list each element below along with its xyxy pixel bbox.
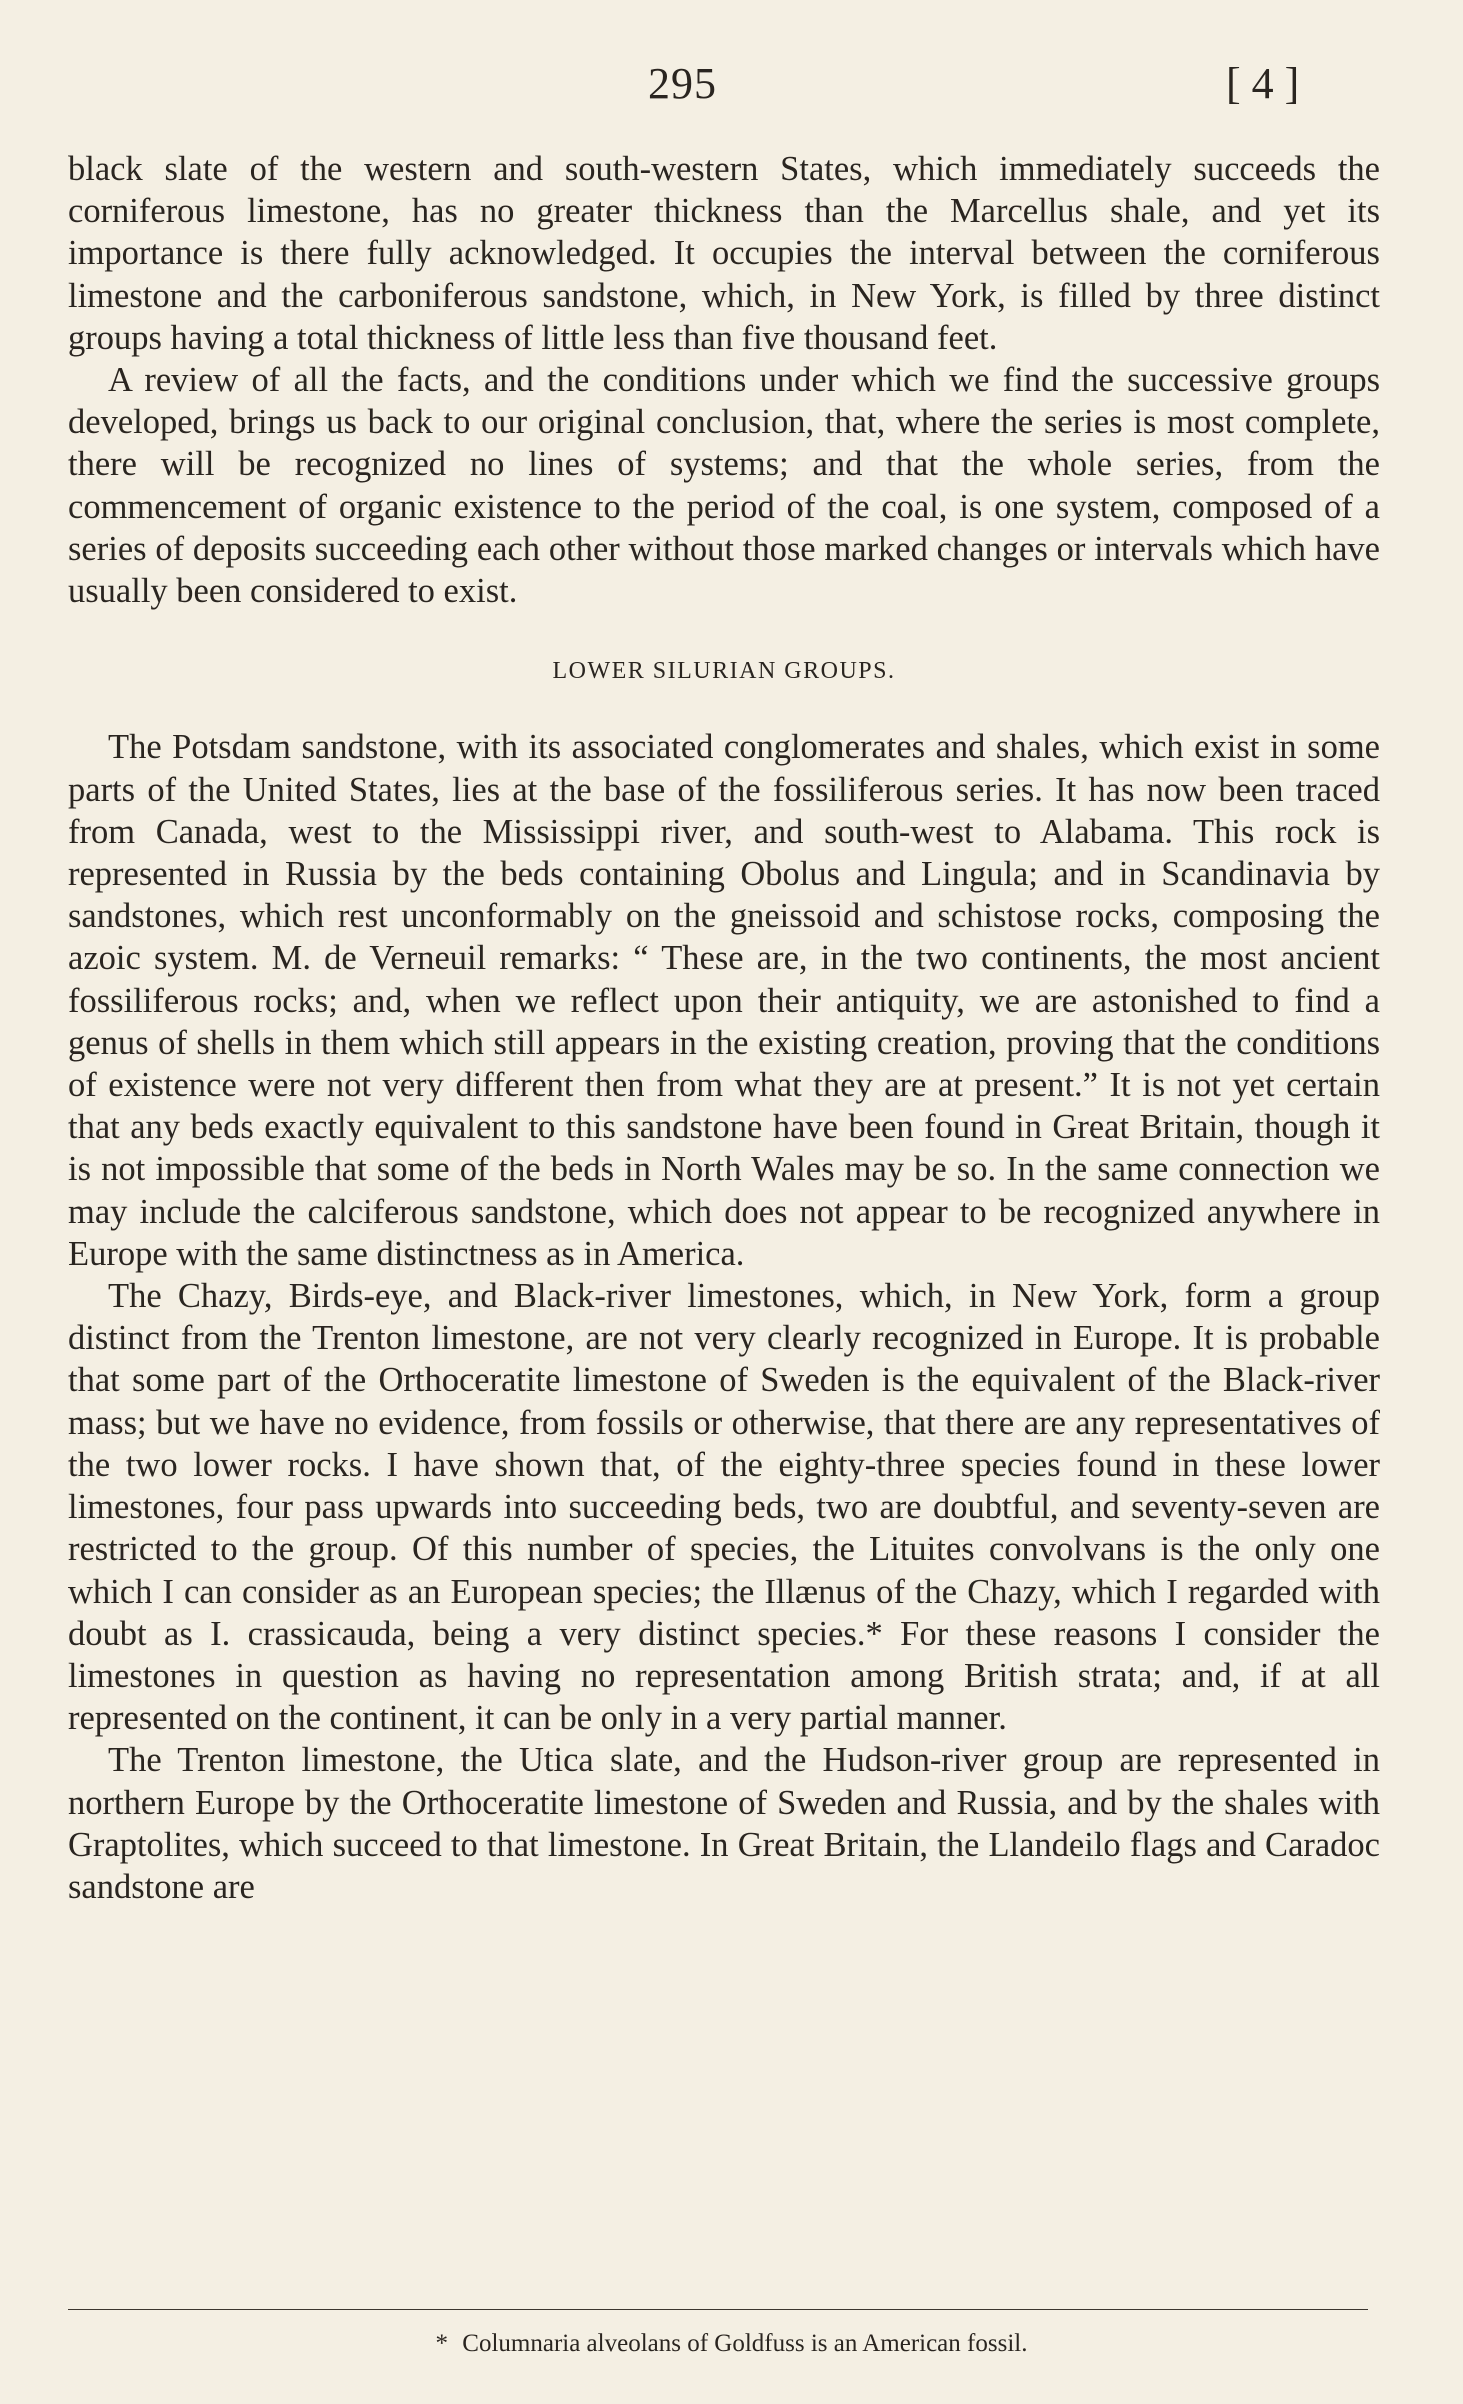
section-number: [ 4 ] [1226,59,1300,108]
footnote [0,2330,1463,2358]
paragraph-trenton-limestone: The Trenton limestone, the Utica slate, and the Hudson-river group are represented in northern Europe by the Orthoceratite limestone of Sweden and Russia, and by the shales with Graptolites, which succeed to that limestone. In Great Britain, the Llandeilo flags and Caradoc sandstone are [68,1741,1380,1906]
paragraph-potsdam-sandstone: The Potsdam sandstone, with its associated conglomerates and shales, which exist in some parts of the United States, lies at the base of the fossiliferous series. It has now been traced from Canada, west to the Mississippi river, and south-west to Alabama. This rock is represented in Russia by the beds containing Obolus and Lingula; and in Scandinavia by sandstones, which rest unconformably on the gneissoid and schistose rocks, composing the azoic system. M. de Verneuil remarks: “ These are, in the two continents, the most ancient fossiliferous rocks; and, when we reflect upon their antiquity, we are astonished to find a genus of shells in them which still appears in the existing creation, proving that the conditions of existence were not very different then from what they are at present.” It is not yet certain that any beds exactly equivalent to this sandstone have been found in Great Britain, though it is not impossible that some of the beds in North Wales may be so. In the same connection we may include the calciferous sandstone, which does not appear to be recognized anywhere in Europe with the same distinctness as in America. [68,728,1380,1273]
page-header [0,58,1463,128]
page-number: 295 [648,59,717,108]
body-text [68,148,1380,1908]
footnote-divider [68,2309,1368,2310]
paragraph-chazy-limestones: The Chazy, Birds-eye, and Black-river limestones, which, in New York, form a group distinct from the Trenton limestone, are not very clearly recognized in Europe. It is probable that some part of the Orthoceratite limestone of Sweden is the equivalent of the Black-river mass; but we have no evidence, from fossils or otherwise, that there are any representatives of the two lower rocks. I have shown that, of the eighty-three species found in these lower limestones, four pass upwards into succeeding beds, two are doubtful, and seventy-seven are restricted to the group. Of this number of species, the Lituites convolvans is the only one which I can consider as an European species; the Illænus of the Chazy, which I regarded with doubt as I. crassicauda, being a very distinct species.* For these reasons I consider the limestones in question as having no representation among British strata; and, if at all represented on the continent, it can be only in a very partial manner. [68,1277,1380,1738]
footnote-marker: * [435,2330,449,2357]
paragraph-continuation: black slate of the western and south-western States, which immediately succeeds the corniferous limestone, has no greater thickness than the Marcellus shale, and yet its importance is there fully acknowledged. It occupies the interval between the corniferous limestone and the carboniferous sandstone, which, in New York, is filled by three distinct groups having a total thickness of little less than five thousand feet. [68,150,1380,357]
paragraph-review: A review of all the facts, and the conditions under which we find the successive groups developed, brings us back to our original conclusion, that, where the series is most complete, there will be recognized no lines of systems; and that the whole series, from the commencement of organic existence to the period of the coal, is one system, composed of a series of deposits succeeding each other without those marked changes or intervals which have usually been considered to exist. [68,361,1380,611]
section-heading: LOWER SILURIAN GROUPS. [552,658,896,685]
footnote-text: Columnaria alveolans of Goldfuss is an American fossil. [462,2330,1028,2357]
